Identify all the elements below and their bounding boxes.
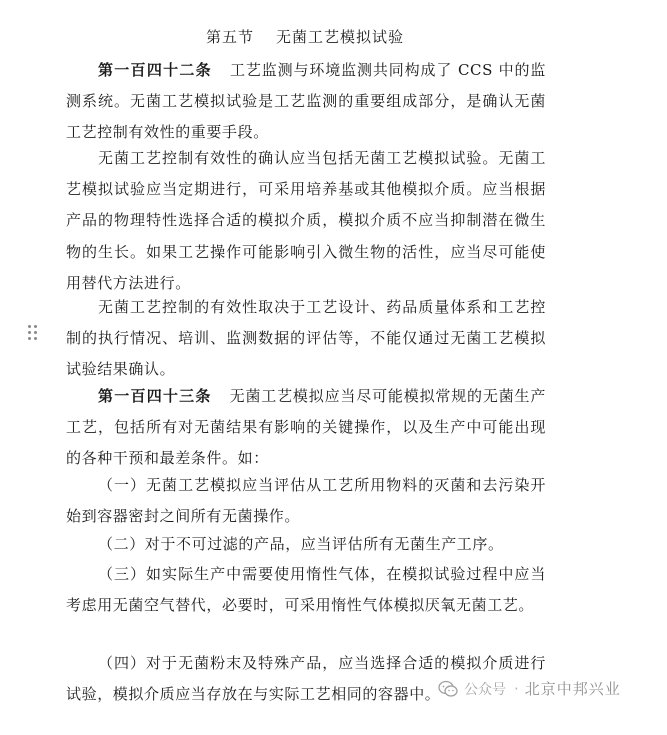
paragraph-validation: 无菌工艺控制有效性的确认应当包括无菌工艺模拟试验。无菌工艺模拟试验应当定期进行，可采用培养基或其他模拟介质。应当根据产品的物理特性选择合适的模拟介质，模拟介质不应当抑制潜在微生物的生长。如果工艺操作可能影响引入微生物的活性，应当尽可能使用替代方法进行。 xyxy=(66,149,546,292)
article-143-paragraph xyxy=(66,381,546,475)
article-143-text: 无菌工艺模拟应当尽可能模拟常规的无菌生产工艺，包括所有对无菌结果有影响的关键操作，以及生产中可能出现的各种干预和最差条件。如： xyxy=(66,387,546,468)
list-item-3: （三）如实际生产中需要使用惰性气体，在模拟试验过程中应当考虑用无菌空气替代，必要时，可采用惰性气体模拟厌氧无菌工艺。 xyxy=(66,565,546,615)
watermark xyxy=(438,678,621,699)
article-142-paragraph xyxy=(66,55,546,149)
paragraph-effectiveness: 无菌工艺控制的有效性取决于工艺设计、药品质量体系和工艺控制的执行情况、培训、监测数据的评估等，不能仅通过无菌工艺模拟试验结果确认。 xyxy=(66,298,546,379)
wechat-logo-icon xyxy=(438,680,458,698)
article-143-heading: 第一百四十三条 xyxy=(98,387,212,405)
watermark-account: 北京中邦兴业 xyxy=(524,680,621,698)
section-label: 第五节 xyxy=(205,28,254,46)
watermark-source: 公众号 xyxy=(464,681,506,698)
watermark-separator: · xyxy=(514,679,519,698)
section-title xyxy=(0,26,610,47)
list-item-1: （一）无菌工艺模拟应当评估从工艺所用物料的灭菌和去污染开始到容器密封之间所有无菌操作。 xyxy=(66,476,546,526)
list-item-2: （二）对于不可过滤的产品，应当评估所有无菌生产工序。 xyxy=(98,535,504,553)
list-item-4: （四）对于无菌粉末及特殊产品，应当选择合适的模拟介质进行试验，模拟介质应当存放在与实际工艺相同的容器中。 xyxy=(66,654,546,704)
article-142-heading: 第一百四十二条 xyxy=(98,61,212,79)
drag-handle-icon[interactable] xyxy=(28,325,38,341)
article-142-text: 工艺监测与环境监测共同构成了 CCS 中的监测系统。无菌工艺模拟试验是工艺监测的重要组成部分，是确认无菌工艺控制有效性的重要手段。 xyxy=(66,61,546,142)
section-name: 无菌工艺模拟试验 xyxy=(276,28,405,46)
